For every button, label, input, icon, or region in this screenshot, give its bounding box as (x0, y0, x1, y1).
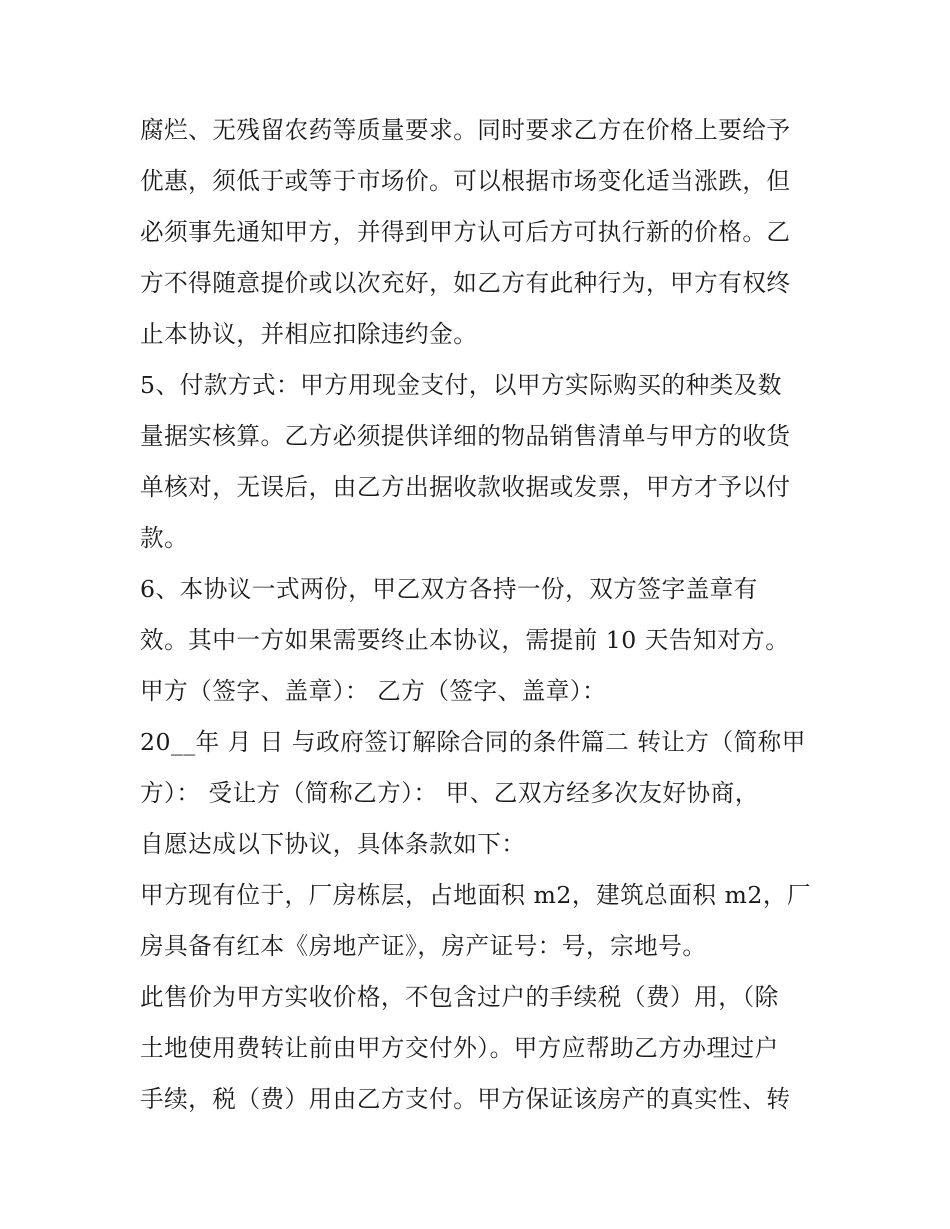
text-line-17: 房具备有红本《房地产证》，房产证号：号，宗地号。 (140, 932, 707, 960)
text-line-20: 手续，税（费）用由乙方支付。甲方保证该房产的真实性、转 (140, 1085, 791, 1113)
text-line-11: 效。其中一方如果需要终止本协议，需提前 10 天告知对方。 (140, 626, 790, 654)
text-line-19: 土地使用费转让前由甲方交付外）。甲方应帮助乙方办理过户 (140, 1034, 779, 1062)
text-line-16: 甲方现有位于，厂房栋层，占地面积 m2，建筑总面积 m2，厂 (140, 881, 812, 909)
text-line-7: 量据实核算。乙方必须提供详细的物品销售清单与甲方的收货 (140, 422, 791, 450)
text-line-12: 甲方（签字、盖章）： 乙方（签字、盖章）： (140, 677, 607, 705)
text-line-13: 20__年 月 日 与政府签订解除合同的条件篇二 转让方（简称甲 (140, 728, 806, 756)
text-line-8: 单核对，无误后，由乙方出据收款收据或发票，甲方才予以付 (140, 473, 791, 501)
text-line-2: 优惠，须低于或等于市场价。可以根据市场变化适当涨跌，但 (140, 167, 791, 195)
text-line-9: 款。 (140, 524, 189, 552)
text-line-15: 自愿达成以下协议，具体条款如下： (140, 830, 526, 858)
document-body (140, 105, 820, 1125)
text-line-18: 此售价为甲方实收价格，不包含过户的手续税（费）用，（除 (140, 983, 779, 1011)
text-line-10: 6、本协议一式两份，甲乙双方各持一份，双方签字盖章有 (140, 575, 758, 603)
text-line-5: 止本协议，并相应扣除违约金。 (140, 320, 478, 348)
text-line-4: 方不得随意提价或以次充好，如乙方有此种行为，甲方有权终 (140, 269, 791, 297)
text-line-14: 方）： 受让方（简称乙方）： 甲、乙双方经多次友好协商， (140, 779, 759, 807)
text-line-1: 腐烂、无残留农药等质量要求。同时要求乙方在价格上要给予 (140, 116, 791, 144)
text-line-3: 必须事先通知甲方，并得到甲方认可后方可执行新的价格。乙 (140, 218, 791, 246)
text-line-6: 5、付款方式：甲方用现金支付，以甲方实际购买的种类及数 (140, 371, 782, 399)
